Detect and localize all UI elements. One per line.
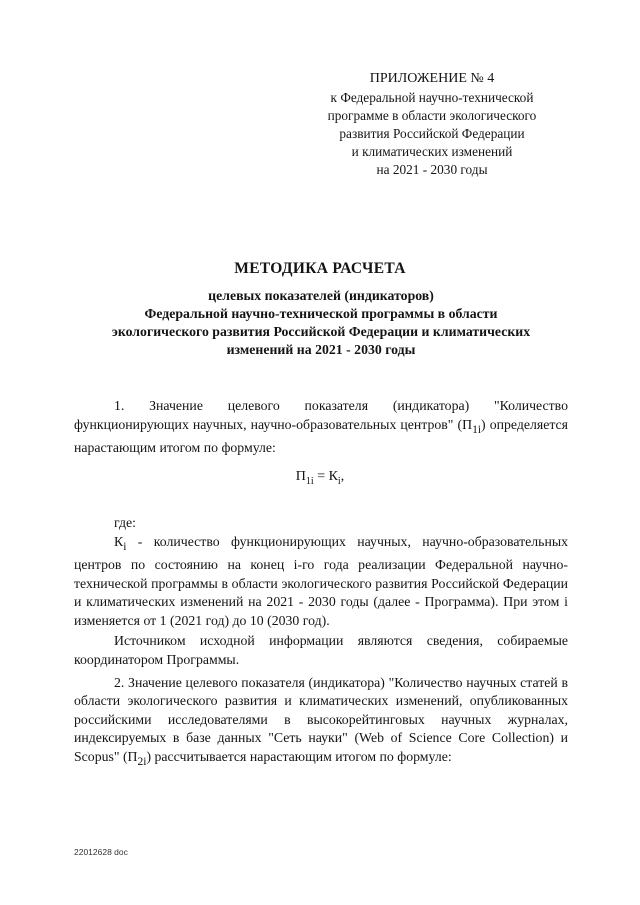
k-definition: - количество функционирующих научных, научно-образовательных центров по состоянию на конец i-го года реализации Федеральной научно-технической программы в области экологического развития Российской Федерации и климатических изменений на 2021 - 2030 годы (далее - Программа). При этом i изменяется от 1 (2021 год) до 10 (2030 год).: [74, 533, 568, 628]
subtitle-line: экологического развития Российской Федерации и климатических: [111, 324, 531, 339]
appendix-line: программе в области экологического: [327, 108, 537, 123]
paragraph-2-text: 2. Значение целевого показателя (индикатора) "Количество научных статей в области экологического развития и климатических изменений, опубликованных российскими исследователями в высокорейтинговых научных журналах, индексируемых в базе данных "Сеть науки" (Web of Science Core Collection) и Scopus" (П: [74, 674, 568, 764]
subtitle-line: целевых показателей (индикаторов): [208, 288, 434, 303]
document-title: МЕТОДИКА РАСЧЕТА: [234, 260, 406, 277]
where-label: где:: [114, 515, 136, 530]
formula-1: [0, 469, 640, 487]
appendix-header: [300, 70, 564, 179]
indicator-subscript: 2i: [137, 755, 147, 768]
where-block: [74, 514, 568, 771]
appendix-line: развития Российской Федерации: [339, 126, 525, 141]
appendix-line: и климатических изменений: [351, 144, 513, 159]
source-paragraph: Источником исходной информации являются сведения, собираемые координатором Программы.: [74, 633, 568, 667]
appendix-title: ПРИЛОЖЕНИЕ № 4: [369, 71, 495, 86]
formula-end: ,: [340, 469, 345, 484]
subtitle-line: изменений на 2021 - 2030 годы: [226, 342, 416, 357]
appendix-line: к Федеральной научно-технической: [330, 90, 534, 105]
paragraph-2-tail: ) рассчитывается нарастающим итогом по формуле:: [146, 748, 452, 764]
subtitle-line: Федеральной научно-технической программы в области: [144, 306, 498, 321]
paragraph-1: [74, 397, 568, 458]
formula-equals: = К: [313, 469, 338, 484]
k-subscript: i: [123, 540, 127, 553]
formula-rhs-subscript: i: [337, 475, 341, 487]
k-symbol: К: [114, 533, 124, 549]
footer-doc-id: 22012628 doc: [74, 847, 128, 857]
appendix-line: на 2021 - 2030 годы: [376, 162, 488, 177]
document-subtitle: [66, 287, 576, 359]
formula-lhs: П: [295, 469, 306, 484]
paragraph-1-text: 1. Значение целевого показателя (индикатора) "Количество функционирующих научных, научно-образовательных центров" (П: [74, 398, 568, 432]
formula-lhs-subscript: 1i: [305, 475, 314, 487]
paragraph-1-tail: ) определяется нарастающим итогом по формуле:: [74, 416, 568, 455]
indicator-subscript: 1i: [472, 423, 482, 436]
